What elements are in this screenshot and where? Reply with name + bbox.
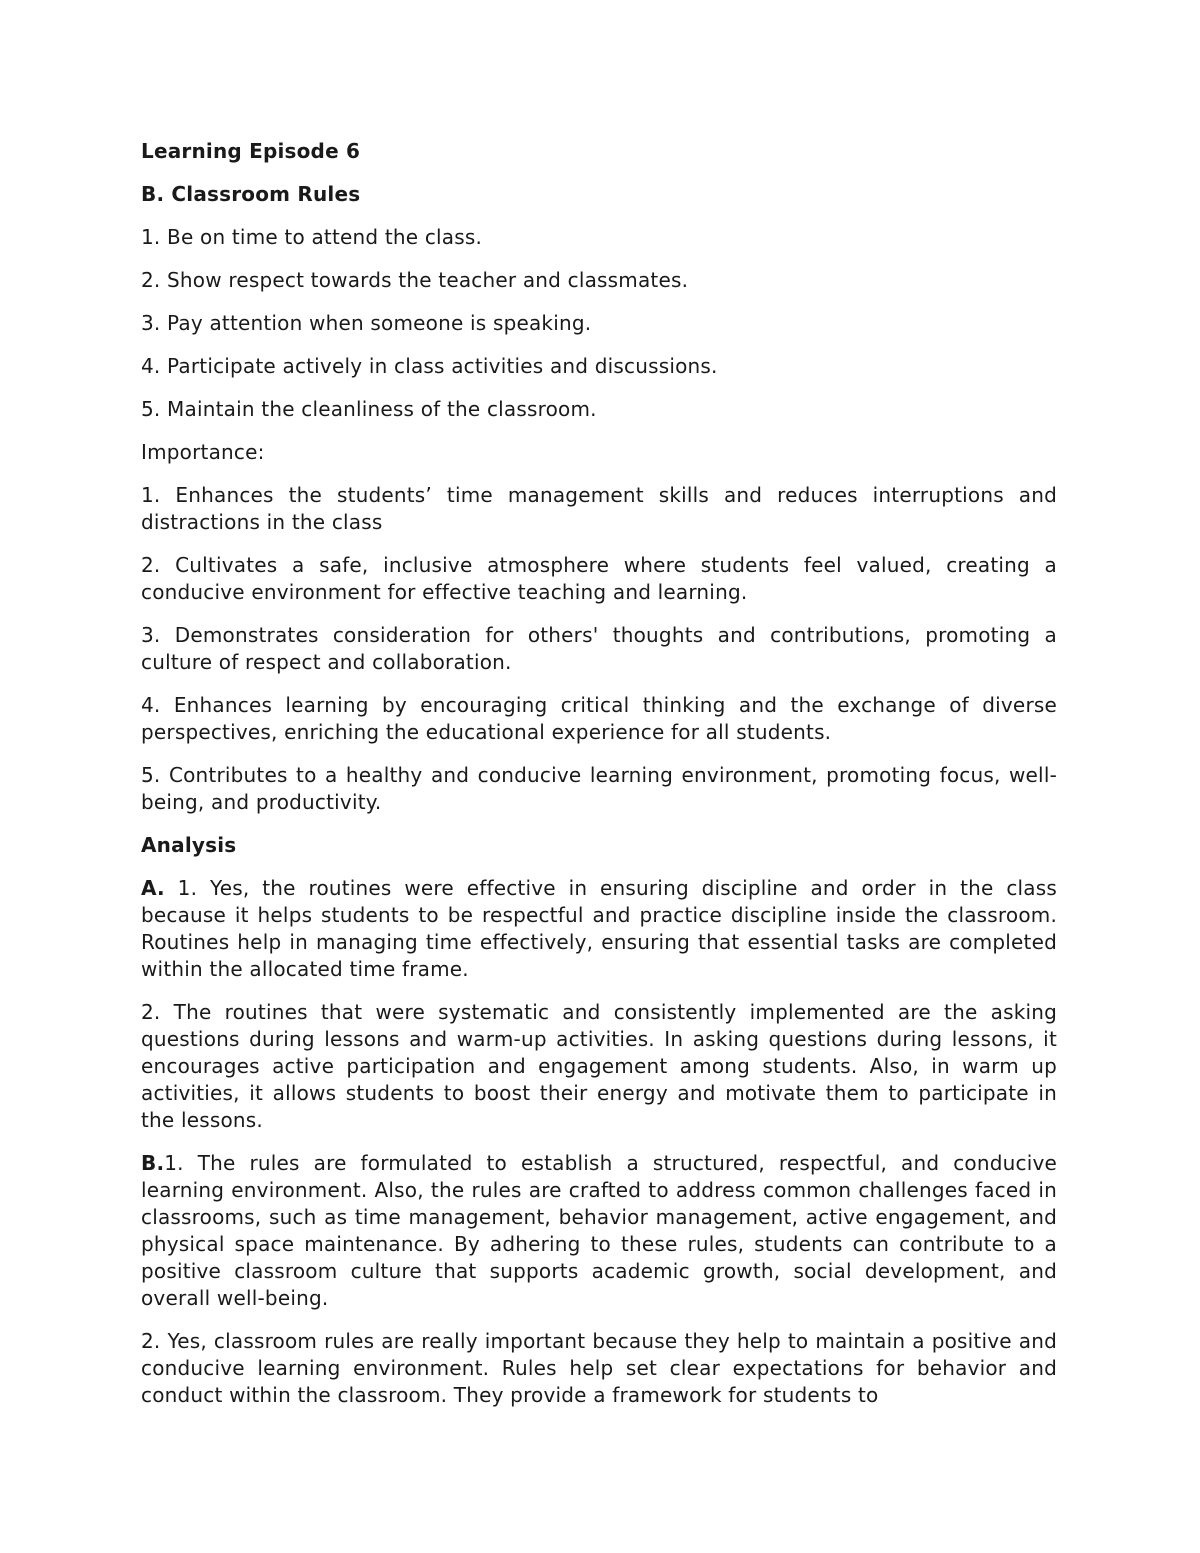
rule-item: 1. Be on time to attend the class. xyxy=(141,225,483,249)
section-heading-classroom-rules: B. Classroom Rules xyxy=(141,182,361,206)
analysis-a1-text: 1. Yes, the routines were effective in ensuring discipline and order in the class because it helps students to be respectful and practice discipline inside the classroom. Routines help in managing time effectively, ensuring that essential tasks are completed within the allocated time frame. xyxy=(141,876,1057,981)
analysis-heading: Analysis xyxy=(141,833,237,857)
analysis-b-label: B. xyxy=(141,1151,165,1175)
rule-item: 2. Show respect towards the teacher and classmates. xyxy=(141,268,689,292)
importance-label: Importance: xyxy=(141,440,265,464)
analysis-a-label: A. xyxy=(141,876,165,900)
importance-item: 2. Cultivates a safe, inclusive atmosphere where students feel valued, creating a conducive environment for effective teaching and learning. xyxy=(141,553,1057,604)
rule-item: 3. Pay attention when someone is speaking. xyxy=(141,311,592,335)
analysis-a1-paragraph xyxy=(141,875,1057,983)
importance-item: 4. Enhances learning by encouraging critical thinking and the exchange of diverse perspectives, enriching the educational experience for all students. xyxy=(141,693,1057,744)
importance-item: 1. Enhances the students’ time management skills and reduces interruptions and distractions in the class xyxy=(141,483,1057,534)
rule-item: 4. Participate actively in class activities and discussions. xyxy=(141,354,718,378)
document-page xyxy=(141,138,1057,1425)
importance-item: 5. Contributes to a healthy and conducive learning environment, promoting focus, well-being, and productivity. xyxy=(141,763,1057,814)
rule-item: 5. Maintain the cleanliness of the classroom. xyxy=(141,397,597,421)
document-title: Learning Episode 6 xyxy=(141,139,361,163)
analysis-b2-paragraph: 2. Yes, classroom rules are really important because they help to maintain a positive and conducive learning environment. Rules help set clear expectations for behavior and conduct within the classroom. They provide a framework for students to xyxy=(141,1329,1057,1407)
analysis-a2-paragraph: 2. The routines that were systematic and consistently implemented are the asking questions during lessons and warm-up activities. In asking questions during lessons, it encourages active participation and engagement among students. Also, in warm up activities, it allows students to boost their energy and motivate them to participate in the lessons. xyxy=(141,1000,1057,1132)
importance-item: 3. Demonstrates consideration for others' thoughts and contributions, promoting a culture of respect and collaboration. xyxy=(141,623,1057,674)
analysis-b1-text: 1. The rules are formulated to establish a structured, respectful, and conducive learning environment. Also, the rules are crafted to address common challenges faced in classrooms, such as time management, behavior management, active engagement, and physical space maintenance. By adhering to these rules, students can contribute to a positive classroom culture that supports academic growth, social development, and overall well-being. xyxy=(141,1151,1057,1310)
analysis-b1-paragraph xyxy=(141,1150,1057,1312)
